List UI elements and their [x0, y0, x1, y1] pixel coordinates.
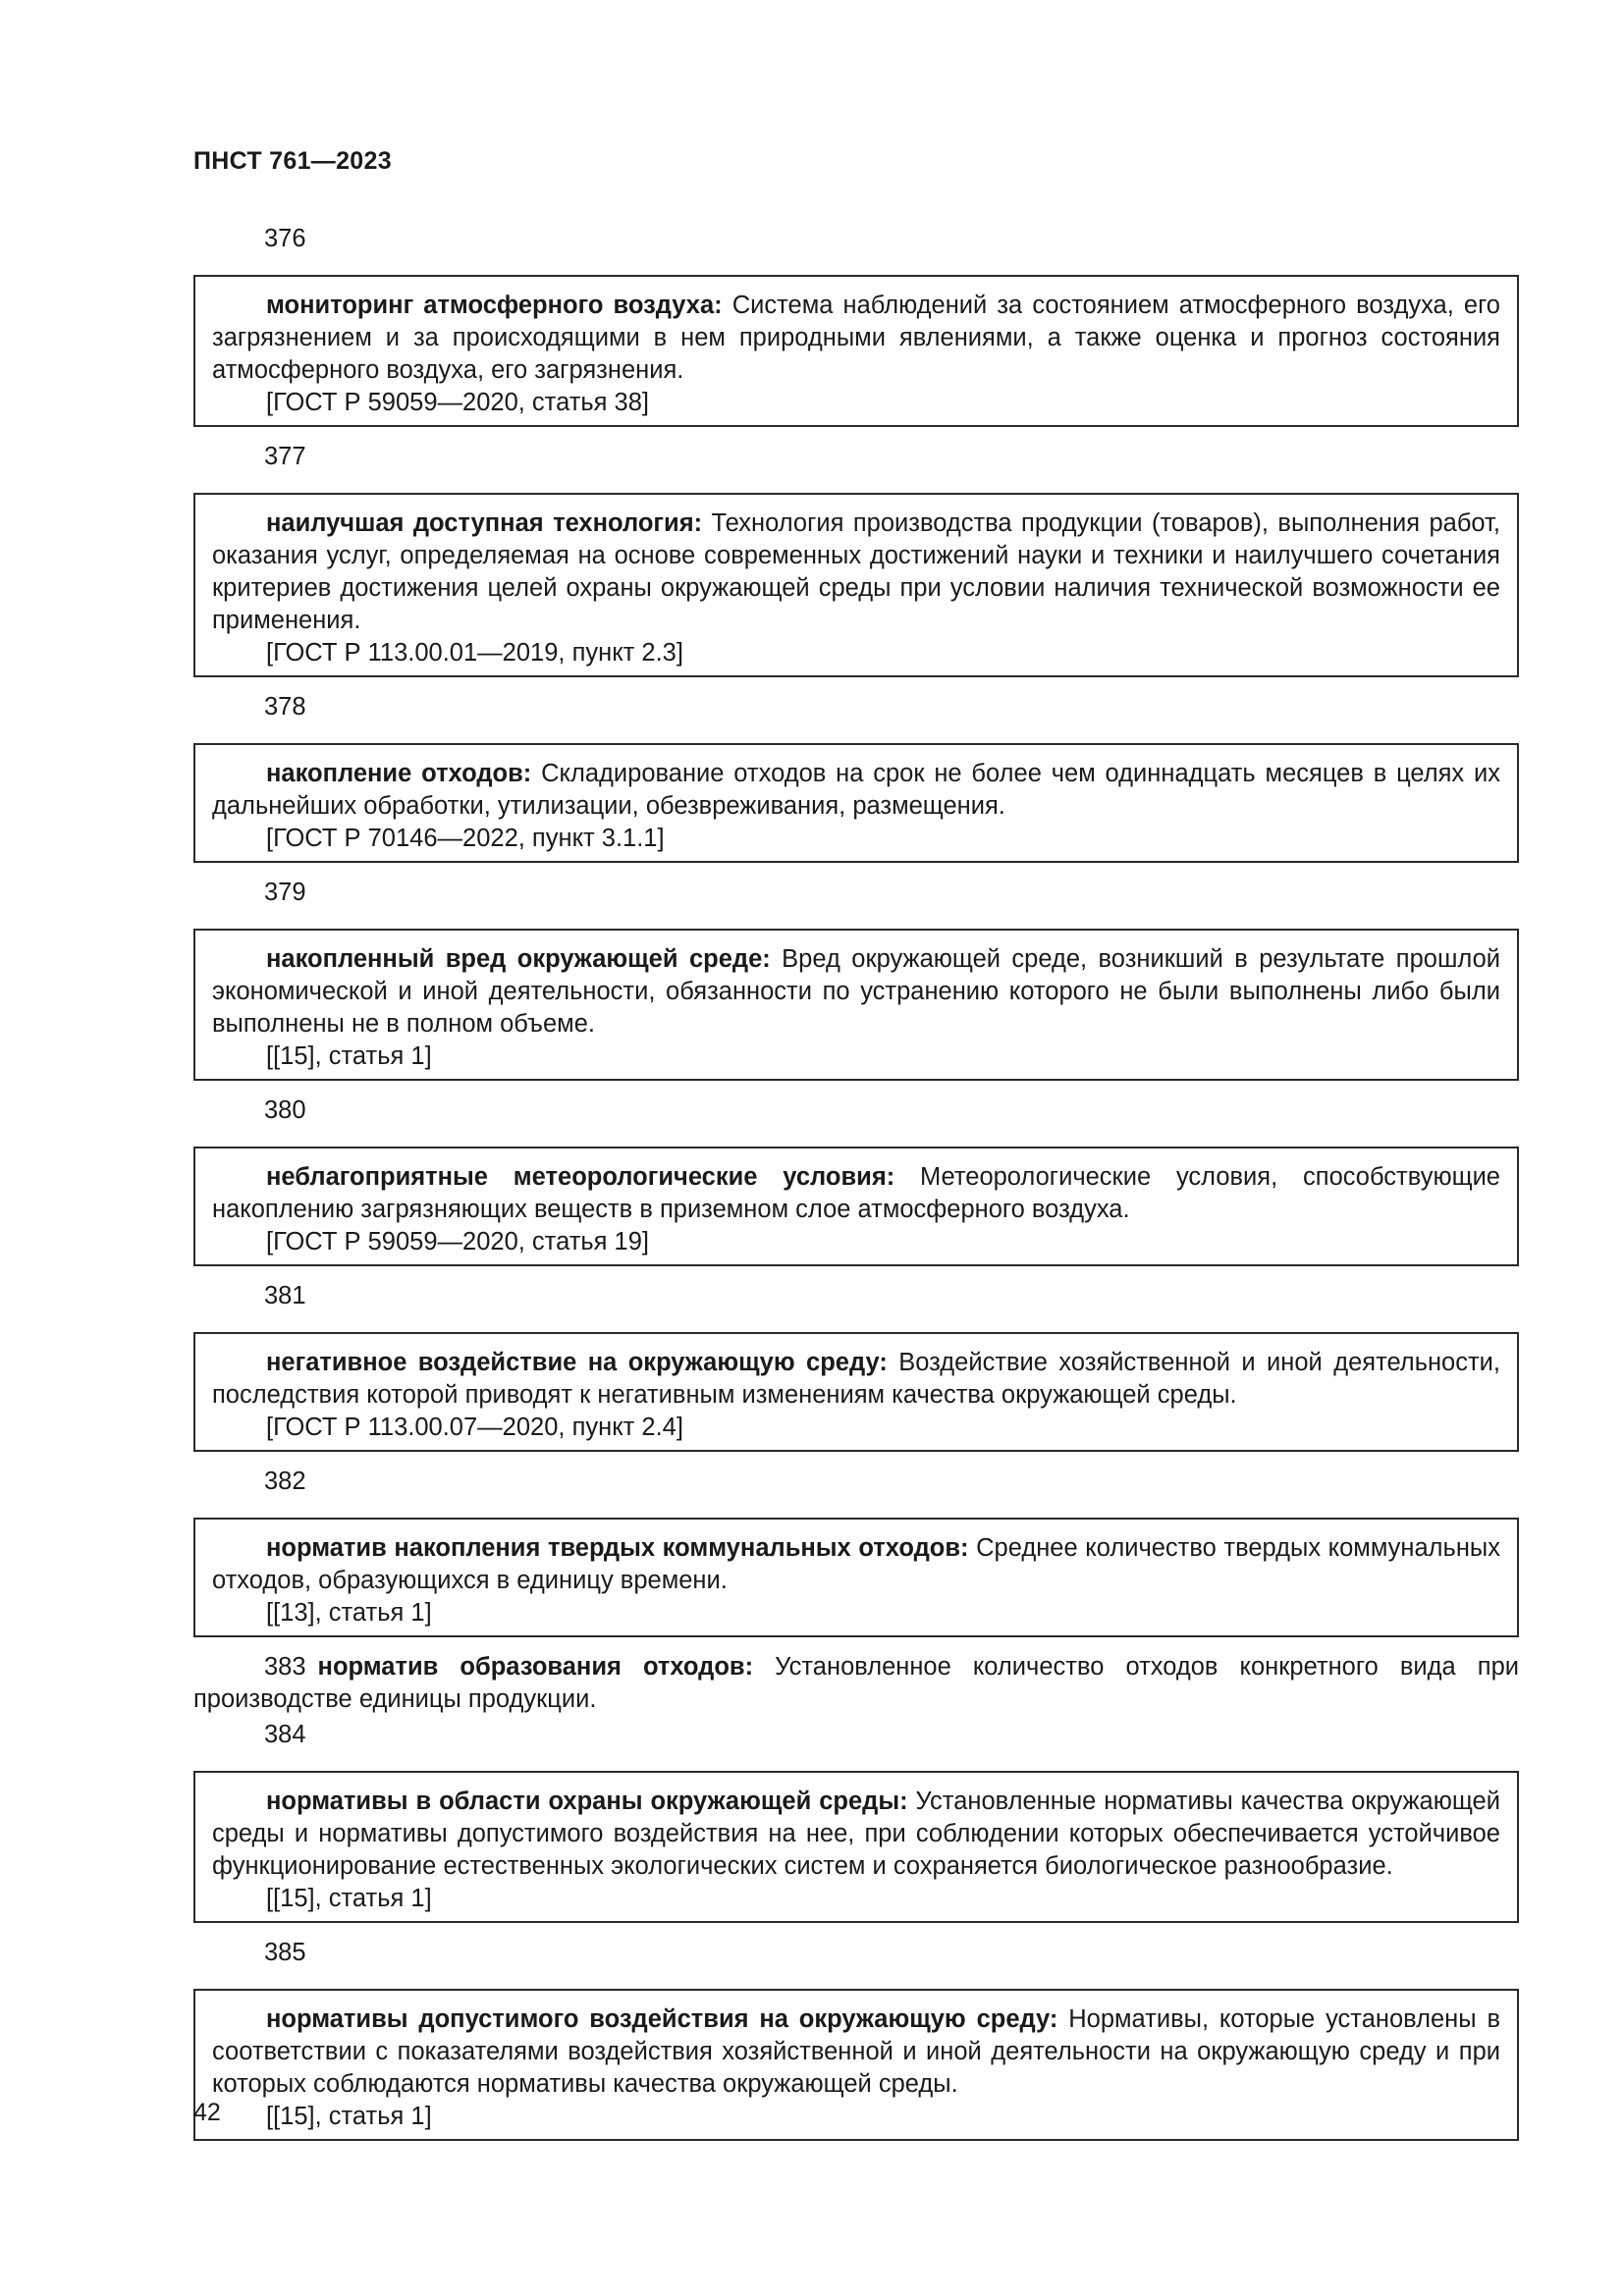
term-number: 379	[264, 879, 306, 906]
term-name: накопленный вред окружающей среде:	[266, 945, 771, 973]
term-box	[193, 1989, 1519, 2141]
term-box	[193, 275, 1519, 427]
term-source: [[13], статья 1]	[266, 1599, 432, 1627]
term-name: негативное воздействие на окружающую среду:	[266, 1349, 888, 1376]
term-entry	[193, 877, 1519, 1081]
term-definition: Среднее количество твердых коммунальных отходов, образующихся в единицу времени.	[212, 1534, 1500, 1594]
term-number: 385	[264, 1939, 306, 1966]
term-number: 377	[264, 443, 306, 470]
term-entry	[193, 223, 1519, 427]
term-entry	[193, 1466, 1519, 1637]
term-source: [[15], статья 1]	[266, 1885, 432, 1912]
term-box	[193, 1518, 1519, 1637]
term-definition: Воздействие хозяйственной и иной деятельности, последствия которой приводят к негативным изменениям качества окружающей среды.	[212, 1349, 1500, 1409]
term-definition: Нормативы, которые установлены в соответствии с показателями воздействия хозяйственной и иной деятельности на окружающую среду и при которых соблюдаются нормативы качества окружающей среды.	[212, 2005, 1500, 2098]
terms-list	[193, 223, 1519, 2155]
term-box	[193, 1147, 1519, 1266]
term-name: норматив накопления твердых коммунальных отходов:	[266, 1534, 969, 1562]
term-source: [ГОСТ Р 59059—2020, статья 38]	[266, 389, 649, 416]
term-source: [[15], статья 1]	[266, 1042, 432, 1070]
term-number: 382	[264, 1468, 306, 1495]
term-entry	[193, 441, 1519, 677]
term-source: [ГОСТ Р 70146—2022, пункт 3.1.1]	[266, 825, 665, 852]
term-source: [[15], статья 1]	[266, 2103, 432, 2130]
term-name: мониторинг атмосферного воздуха:	[266, 292, 723, 319]
term-number: 380	[264, 1096, 306, 1124]
term-entry	[193, 1937, 1519, 2141]
term-definition: Установленные нормативы качества окружающей среды и нормативы допустимого воздействия на нее, при соблюдении которых обеспечивается устойчивое функционирование естественных экологических систем и сохраняется биологическое разнообразие.	[212, 1788, 1500, 1880]
term-number: 378	[264, 693, 306, 721]
page-number: 42	[193, 2099, 221, 2126]
term-entry-unboxed	[193, 1651, 1519, 1716]
term-number: 383	[264, 1653, 306, 1681]
term-name: нормативы в области охраны окружающей среды:	[266, 1788, 908, 1815]
term-entry	[193, 1095, 1519, 1266]
term-definition: Метеорологические условия, способствующие накоплению загрязняющих веществ в приземном слое атмосферного воздуха.	[212, 1163, 1500, 1223]
term-definition: Установленное количество отходов конкретного вида при производстве единицы продукции.	[193, 1653, 1519, 1713]
term-box	[193, 1771, 1519, 1923]
term-name: наилучшая доступная технология:	[266, 509, 703, 537]
term-name: норматив образования отходов:	[317, 1653, 754, 1681]
term-definition: Складирование отходов на срок не более чем одиннадцать месяцев в целях их дальнейших обработки, утилизации, обезвреживания, размещения.	[212, 760, 1500, 820]
term-source: [ГОСТ Р 59059—2020, статья 19]	[266, 1228, 649, 1255]
term-entry	[193, 1719, 1519, 1923]
document-header: ПНСТ 761—2023	[193, 147, 392, 175]
term-entry	[193, 691, 1519, 863]
term-number: 384	[264, 1721, 306, 1748]
term-number: 381	[264, 1282, 306, 1309]
term-number: 376	[264, 225, 306, 252]
term-source: [ГОСТ Р 113.00.01—2019, пункт 2.3]	[266, 639, 683, 667]
term-box	[193, 929, 1519, 1081]
term-name: неблагоприятные метеорологические условия:	[266, 1163, 895, 1191]
term-source: [ГОСТ Р 113.00.07—2020, пункт 2.4]	[266, 1414, 683, 1441]
term-name: нормативы допустимого воздействия на окружающую среду:	[266, 2005, 1058, 2033]
term-definition: Вред окружающей среде, возникший в результате прошлой экономической и иной деятельности, обязанности по устранению которого не были выполнены либо были выполнены не в полном объеме.	[212, 945, 1500, 1038]
term-box	[193, 493, 1519, 677]
term-box	[193, 1332, 1519, 1452]
term-box	[193, 743, 1519, 863]
term-definition: Система наблюдений за состоянием атмосферного воздуха, его загрязнением и за происходящими в нем природными явлениями, а также оценка и прогноз состояния атмосферного воздуха, его загрязнения.	[212, 292, 1500, 384]
term-name: накопление отходов:	[266, 760, 532, 787]
term-entry	[193, 1280, 1519, 1452]
term-definition: Технология производства продукции (товаров), выполнения работ, оказания услуг, определяемая на основе современных достижений науки и техники и наилучшего сочетания критериев достижения целей охраны окружающей среды при условии наличия технической возможности ее применения.	[212, 509, 1500, 634]
